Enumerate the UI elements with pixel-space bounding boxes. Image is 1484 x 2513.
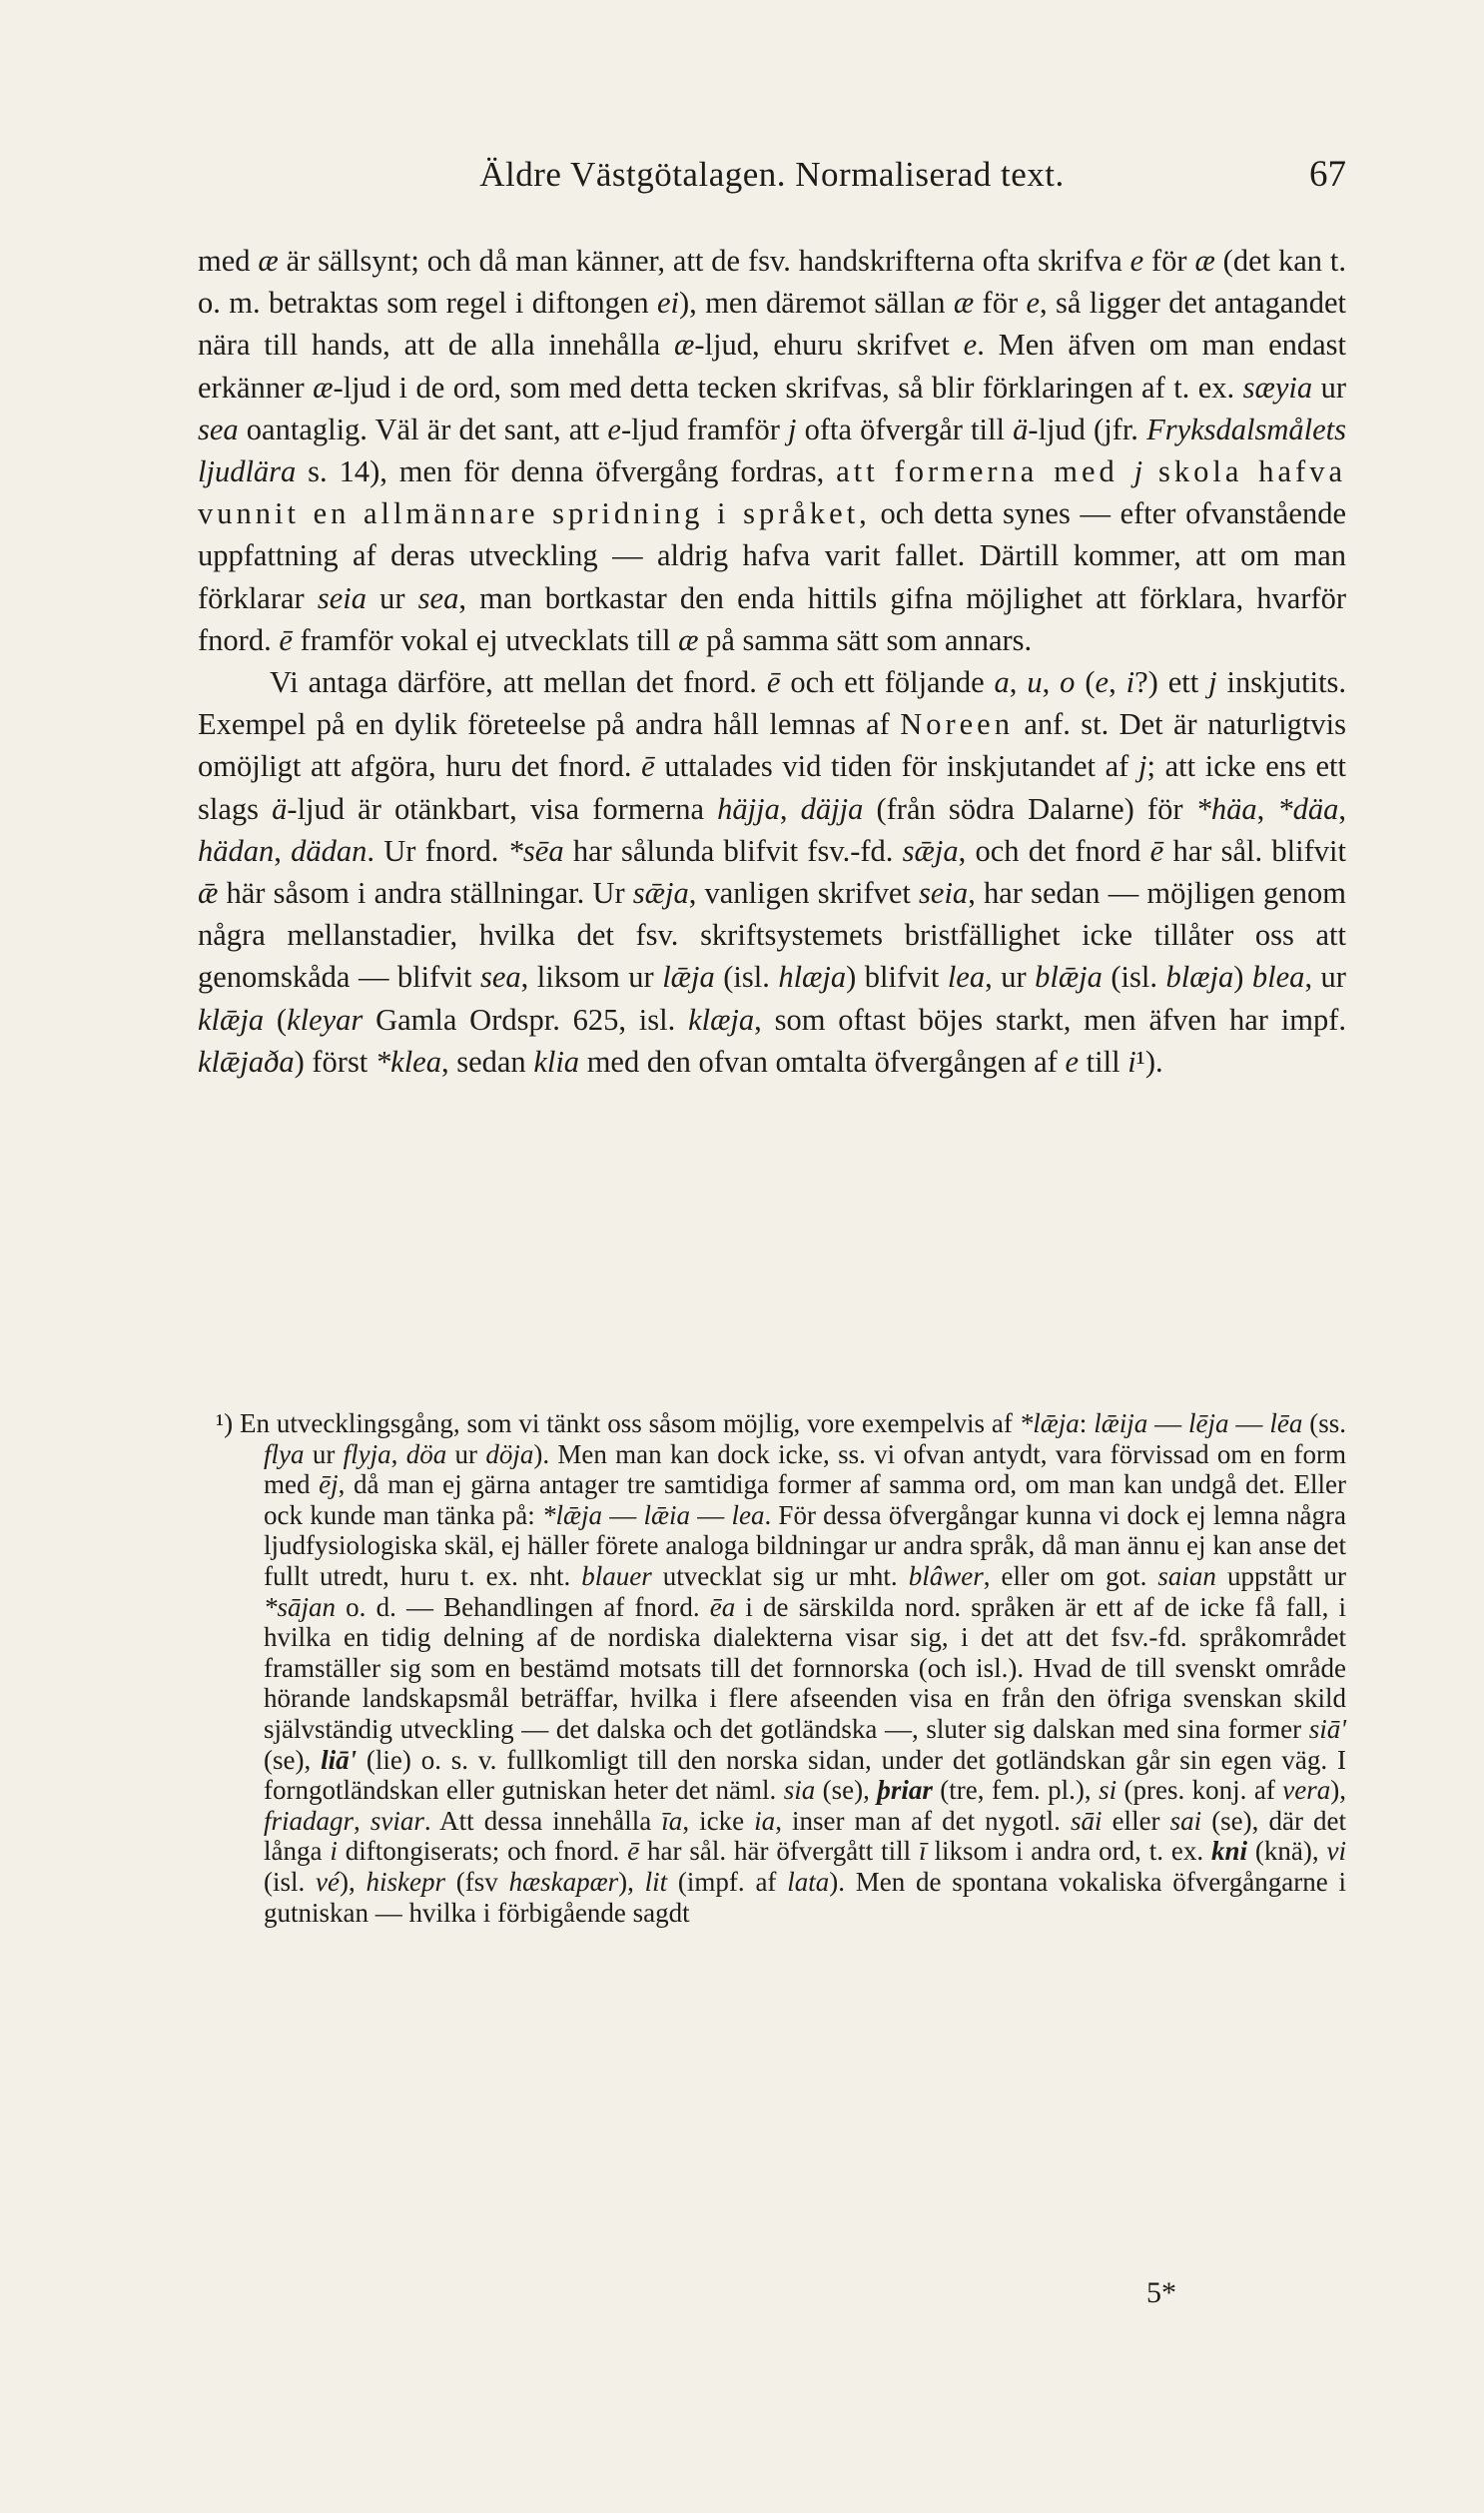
text-run: — [602, 1499, 644, 1530]
text-run: u [1027, 665, 1043, 700]
text-run: skola hafva vunnit en allmännare spridning i språket, [198, 454, 1347, 531]
text-run: . Ur fnord. [367, 833, 508, 868]
text-run: , som oftast böjes starkt, men äfven har impf. [754, 1002, 1346, 1037]
text-run: e [1026, 286, 1041, 321]
text-run: *klea [374, 1044, 441, 1079]
text-run: (isl. [264, 1866, 317, 1897]
text-run: -ljud framför [620, 412, 788, 446]
text-run: i de särskilda nord. språken är ett af de icke få fall, i hvilka en tidig delning af de nordiska dialekterna visar sig, i det att det fsv.-fd. språkområdet framställer sig som en bestämd motsats till det fornnorska (och isl.). Hvad de till svenskt område hörande landskapsmål beträffar, hvilka i flere afseenden visa en från den öfriga svenskan skild självständig utveckling — det dalska och det gotländska —, sluter sig dalskan med sina former [264, 1591, 1347, 1744]
text-run: . För dessa öfvergångar kunna vi dock ej lemna några ljudfysiologiska skäl, ej häller förete analoga bildningar ur andra språk, då man ännu ej kan anse det fullt utredt, huru t. ex. nht. [264, 1499, 1347, 1591]
text-run: har sålunda blifvit fsv.-fd. [563, 833, 903, 868]
text-run: att formerna med [836, 454, 1134, 489]
text-run: , eller om got. [983, 1560, 1158, 1591]
text-run: æ [953, 286, 975, 321]
text-run: þriar [877, 1775, 933, 1806]
text-run: uppstått ur [1215, 1560, 1346, 1591]
text-run: æ [1194, 244, 1215, 278]
text-run: flyja [343, 1438, 391, 1469]
text-run: (se), [815, 1775, 878, 1806]
text-run: häjja [717, 791, 780, 826]
text-run: , icke [682, 1805, 755, 1836]
text-run: ), [1330, 1775, 1347, 1806]
text-run: hlæja [778, 960, 847, 995]
text-run: *sājan [264, 1591, 337, 1622]
text-run: — [690, 1499, 732, 1530]
text-run: på samma sätt som annars. [698, 622, 1033, 657]
text-run: för [974, 286, 1027, 321]
text-run: *lǣja [1019, 1408, 1080, 1438]
text-run: (isl. [1102, 960, 1166, 995]
text-run: lǣja [662, 960, 715, 995]
text-run: ē [766, 665, 781, 700]
text-run: ia [754, 1805, 776, 1836]
text-run: : [1079, 1408, 1095, 1438]
text-run: Gamla Ordspr. 625, isl. [363, 1002, 689, 1037]
text-run: (ss. [1302, 1408, 1346, 1438]
text-run: sāi [1071, 1805, 1103, 1836]
text-run: sǣja [902, 833, 959, 868]
text-run: — [1147, 1408, 1189, 1438]
text-run: ), [340, 1866, 367, 1897]
text-run: i [1127, 1044, 1136, 1079]
text-run: , [274, 833, 292, 868]
text-run: siā' [1308, 1713, 1346, 1744]
text-run: dädan [291, 833, 368, 868]
text-run: döa [405, 1438, 447, 1469]
text-run: (det kan t. o. m. betraktas som regel i diftongen [198, 244, 1346, 321]
text-run: Fryksdalsmålets ljudlära [198, 412, 1346, 489]
text-run: ēa [709, 1591, 736, 1622]
text-run: ; att icke ens ett slags [198, 749, 1346, 826]
text-run: , [354, 1805, 371, 1836]
text-run: döja [485, 1438, 534, 1469]
text-run: , [390, 1438, 406, 1469]
text-run: ¹) En utvecklingsgång, som vi tänkt oss såsom möjlig, vore exempelvis af [216, 1408, 1020, 1438]
text-run: s. 14), men för denna öfvergång fordras, [296, 454, 837, 489]
text-run: (pres. konj. af [1116, 1775, 1283, 1806]
text-run: , så ligger det antagandet nära till hands, att de alla innehålla [198, 286, 1346, 363]
running-title: Äldre Västgötalagen. Normaliserad text. [479, 155, 1065, 194]
text-run: diftongiserats; och fnord. [337, 1836, 628, 1867]
text-run: æ [313, 370, 334, 405]
text-run: ur [366, 580, 418, 615]
text-run: här såsom i andra ställningar. Ur [218, 876, 633, 911]
text-run: anf. st. Det är naturligtvis omöjligt att afgöra, huru det fnord. [198, 707, 1346, 784]
text-run: *lǣja [542, 1499, 603, 1530]
text-run: sviar [370, 1805, 424, 1836]
text-run: -ljud i de ord, som med detta tecken skrifvas, så blir förklaringen af t. ex. [333, 370, 1243, 405]
text-run: *sēa [507, 833, 564, 868]
text-run: seia [317, 580, 367, 615]
text-run: si [1099, 1775, 1117, 1806]
text-run: īa [661, 1805, 683, 1836]
text-run: ǣ [198, 876, 219, 911]
text-run: . Att dessa innehålla [423, 1805, 662, 1836]
text-run: ), men däremot sällan [679, 286, 954, 321]
text-run: ). Men de spontana vokaliska öfvergångarne i gutniskan — hvilka i förbigående sagdt [264, 1866, 1347, 1928]
text-run: (knä), [1247, 1836, 1327, 1867]
text-run: ( [1075, 665, 1096, 700]
text-run: sea [198, 412, 239, 446]
text-run: , inser man af det nygotl. [775, 1805, 1071, 1836]
text-run: ofta öfvergår till [796, 412, 1014, 446]
text-run: inskjutits. Exempel på en dylik företeelse på andra håll lemnas af [198, 665, 1347, 742]
text-run: , [1109, 665, 1126, 700]
text-run: eller [1102, 1805, 1170, 1836]
text-run: ¹). [1135, 1044, 1163, 1079]
text-run: sea [479, 960, 521, 995]
text-run: ē [641, 749, 655, 784]
text-run: j [1138, 749, 1147, 784]
text-run: j [787, 412, 797, 446]
text-run: lea [731, 1499, 765, 1530]
text-run: (fsv [445, 1866, 509, 1897]
text-run: liksom i andra ord, t. ex. [926, 1836, 1211, 1867]
text-run: , sedan [440, 1044, 534, 1079]
text-run: j [1133, 454, 1143, 489]
text-run: ). Men man kan dock icke, ss. vi ofvan antydt, vara förvissad om en form med [264, 1438, 1346, 1500]
text-run: vera [1282, 1775, 1331, 1806]
text-run: (se), där det långa [264, 1805, 1346, 1867]
footnote-text [216, 1408, 1346, 1928]
text-run: blæja [1165, 960, 1234, 995]
text-run: kni [1210, 1836, 1247, 1867]
text-run: ur [1312, 370, 1346, 405]
text-run: klǣja [198, 1002, 265, 1037]
text-run: flya [264, 1438, 305, 1469]
text-run: uttalades vid tiden för inskjutandet af [654, 749, 1138, 784]
text-run: blauer [581, 1560, 652, 1591]
text-run: lǣija [1094, 1408, 1148, 1438]
text-run: lēja [1188, 1408, 1229, 1438]
text-run: och ett följande [780, 665, 995, 700]
text-run: lǣia [643, 1499, 690, 1530]
text-run: lea [947, 960, 986, 995]
text-run: , [1042, 665, 1061, 700]
text-run: lēa [1269, 1408, 1303, 1438]
text-run: -ljud (jfr. [1028, 412, 1147, 446]
text-run: har sål. blifvit [1163, 833, 1346, 868]
text-run: e [1129, 244, 1144, 278]
text-run: till [1079, 1044, 1128, 1079]
text-run: ä [272, 791, 288, 826]
text-run: (impf. af [667, 1866, 788, 1897]
text-run: sǣja [632, 876, 689, 911]
text-run: æ [258, 244, 279, 278]
text-run: — [1228, 1408, 1270, 1438]
text-run: e [607, 412, 621, 446]
text-run: (från södra Dalarne) för [863, 791, 1196, 826]
page-number: 67 [1309, 154, 1346, 195]
text-run: klia [533, 1044, 580, 1079]
text-run: blâwer [908, 1560, 984, 1591]
text-run: *däa [1277, 791, 1339, 826]
text-run: och detta synes — efter ofvanstående uppfattning af deras utveckling — aldrig hafva varit fallet. Därtill kommer, att om man förklarar [198, 496, 1346, 615]
text-run: hæskapær [508, 1866, 619, 1897]
text-run: är sällsynt; och då man känner, att de fsv. handskrifterna ofta skrifva [278, 244, 1130, 278]
text-run: blǣja [1035, 960, 1103, 995]
text-run: ), [618, 1866, 645, 1897]
text-run: ē [1149, 833, 1164, 868]
text-run: a [994, 665, 1010, 700]
text-run: Vi antaga därföre, att mellan det fnord. [270, 665, 767, 700]
text-run: i [330, 1836, 338, 1867]
text-run: oantaglig. Väl är det sant, att [238, 412, 608, 446]
text-run: hädan [198, 833, 275, 868]
text-run: vé [316, 1866, 340, 1897]
text-run: , man bortkastar den enda hittils gifna möjlighet att förklara, hvarför fnord. [198, 580, 1346, 657]
text-run: , [1338, 791, 1347, 826]
text-run: ( [264, 1002, 288, 1037]
text-run: *häa [1195, 791, 1257, 826]
text-run: ei [657, 286, 680, 321]
main-text [198, 240, 1346, 1083]
text-run: æ [674, 328, 695, 363]
text-run: har sål. här öfvergått till [639, 1836, 920, 1867]
text-run: (lie) o. s. v. fullkomligt till den norska sidan, under det gotländskan går sin egen väg. I forngotländskan eller gutniskan heter det näml. [264, 1744, 1346, 1806]
text-run: o. d. — Behandlingen af fnord. [336, 1591, 710, 1622]
text-run: , liksom ur [520, 960, 663, 995]
text-run: sæyia [1242, 370, 1313, 405]
text-run: liā' [321, 1744, 358, 1775]
text-run: ur [304, 1438, 344, 1469]
text-run: (se), [264, 1744, 322, 1775]
text-run: med den ofvan omtalta öfvergången af [579, 1044, 1066, 1079]
text-run: o [1060, 665, 1076, 700]
text-run: ?) ett [1134, 665, 1209, 700]
text-run: sai [1169, 1805, 1202, 1836]
text-run: e [1065, 1044, 1080, 1079]
text-run: saian [1157, 1560, 1216, 1591]
text-run: utvecklat sig ur mht. [651, 1560, 909, 1591]
text-run: ur [446, 1438, 486, 1469]
footnote [216, 1408, 1346, 1928]
text-run: blea [1251, 960, 1305, 995]
text-run: , [1009, 665, 1028, 700]
text-run: ē [627, 1836, 640, 1867]
text-run: æ [678, 622, 699, 657]
text-run: klǣjaða [198, 1044, 295, 1079]
text-run: lata [787, 1866, 830, 1897]
text-run: ē [279, 622, 293, 657]
text-run: framför vokal ej utvecklats till [292, 622, 679, 657]
text-run: ) först [294, 1044, 375, 1079]
text-run: klæja [688, 1002, 755, 1037]
signature-mark: 5* [1146, 2276, 1176, 2309]
text-run: ēj [319, 1469, 339, 1500]
text-run: lit [644, 1866, 668, 1897]
text-run: , [779, 791, 801, 826]
text-run: (isl. [714, 960, 779, 995]
text-run: -ljud, ehuru skrifvet [694, 328, 964, 363]
text-run: kleyar [287, 1002, 364, 1037]
text-run: Noreen [900, 707, 1014, 742]
text-run: däjja [800, 791, 864, 826]
text-run: ) [1233, 960, 1252, 995]
text-run: , då man ej gärna antager tre samtidiga former af samma ord, om man kan undgå det. Eller ock kunde man tänka på: [264, 1469, 1346, 1530]
text-run: e [963, 328, 978, 363]
text-run: seia [919, 876, 969, 911]
text-run: -ljud är otänkbart, visa formerna [287, 791, 718, 826]
text-run: (tre, fem. pl.), [932, 1775, 1100, 1806]
text-run: ä [1013, 412, 1029, 446]
text-run: , och det fnord [958, 833, 1150, 868]
text-run: ) blifvit [846, 960, 948, 995]
text-run: , ur [985, 960, 1036, 995]
text-run: , vanligen skrifvet [688, 876, 920, 911]
text-run: i [1125, 665, 1135, 700]
text-run: . Men äfven om man endast erkänner [198, 328, 1346, 405]
text-run: för [1143, 244, 1195, 278]
paragraph [198, 240, 1346, 661]
text-run: friadagr [264, 1805, 355, 1836]
text-run: , har sedan — möjligen genom några mellanstadier, hvilka det fsv. skriftsystemets bristfällighet icke tillåter oss att genomskåda — blifvit [198, 876, 1346, 995]
text-run: sia [783, 1775, 816, 1806]
text-run: , ur [1304, 960, 1346, 995]
text-run: e [1095, 665, 1110, 700]
text-run: hiskepr [366, 1866, 446, 1897]
text-run: , [1256, 791, 1278, 826]
text-run: vi [1326, 1836, 1346, 1867]
text-run: j [1208, 665, 1217, 700]
text-run: med [198, 244, 259, 278]
text-run: ī [919, 1836, 927, 1867]
paragraph [198, 661, 1346, 1083]
running-header [198, 150, 1346, 200]
text-run: sea [417, 580, 459, 615]
